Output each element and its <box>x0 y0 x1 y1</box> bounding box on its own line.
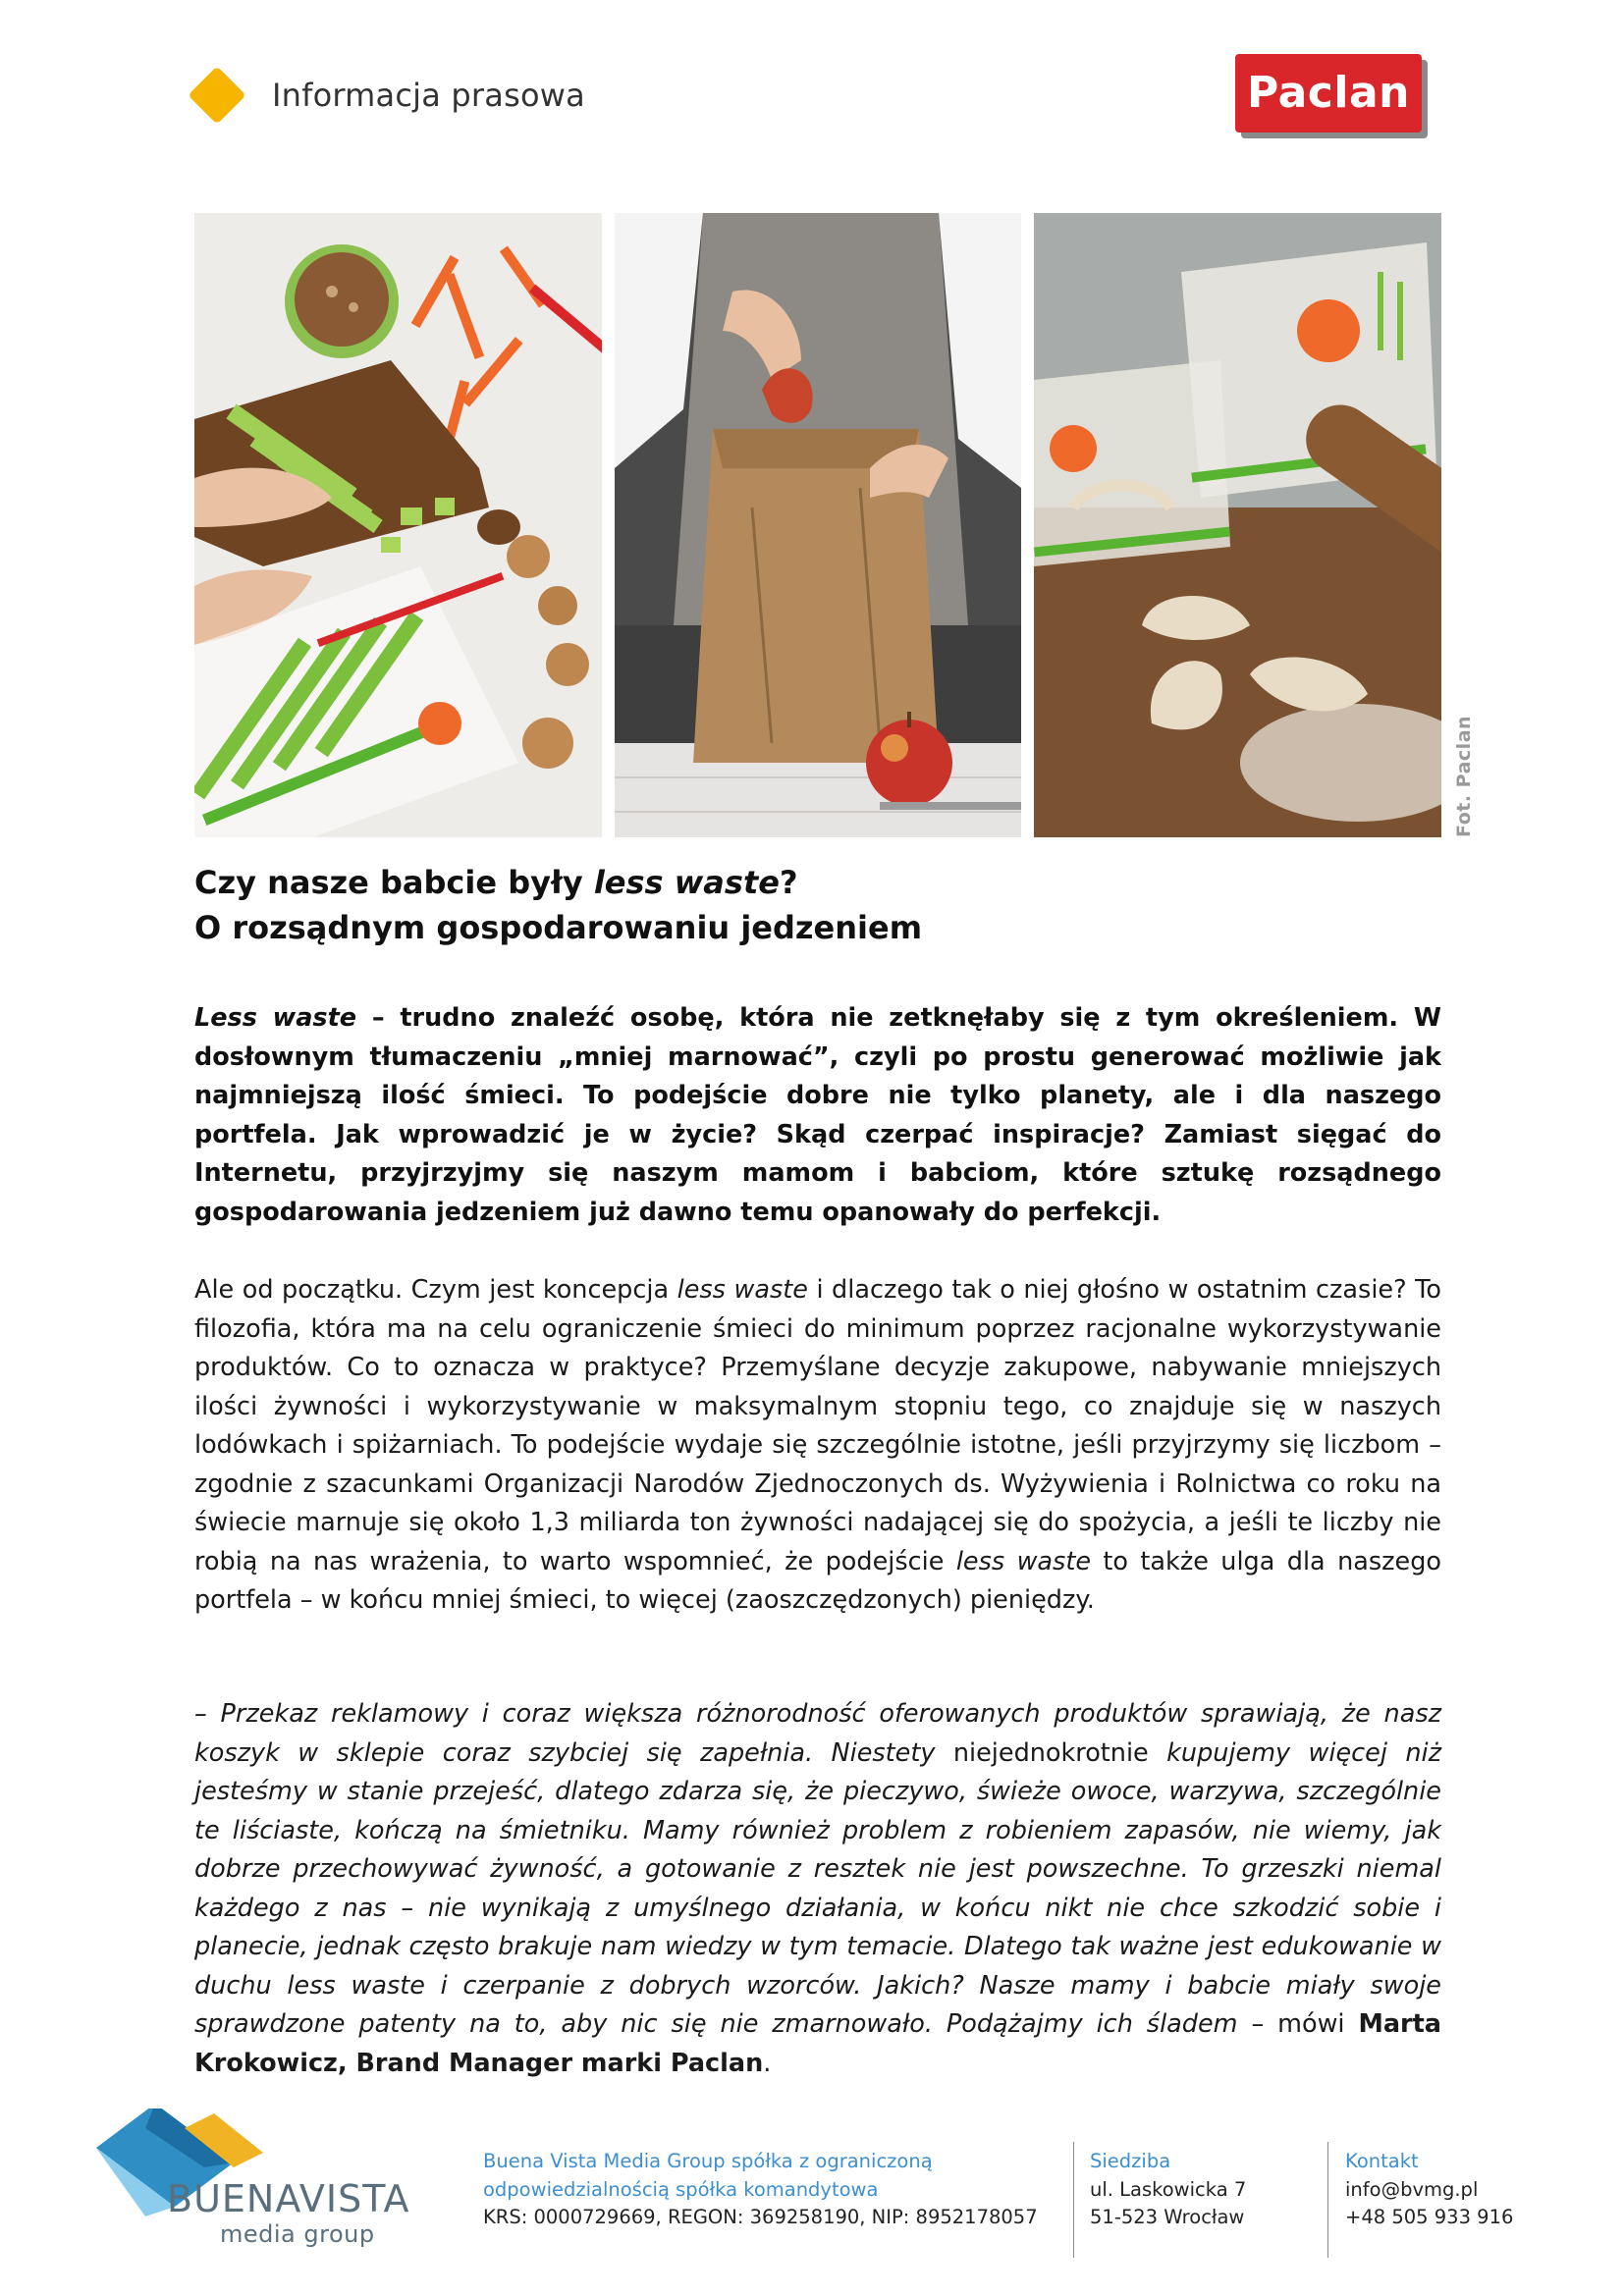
header-label: Informacja prasowa <box>272 77 585 114</box>
address-line2: 51-523 Wrocław <box>1090 2206 1245 2228</box>
page-header <box>0 0 1624 177</box>
title-line2: O rozsądnym gospodarowaniu jedzeniem <box>194 909 923 946</box>
lead-text: – trudno znaleźć osobę, która nie zetknęłaby się z tym określeniem. W dosłownym tłumaczeniu „mniej marnować”, czyli po prostu generować możliwie jak najmniejszą ilość śmieci. To podejście dobre nie tylko planety, ale i dla naszego portfela. Jak wprowadzić je w życie? Skąd czerpać inspiracje? Zamiast sięgać do Internetu, przyjrzyjmy się naszym mamom i babciom, które sztukę rozsądnego gospodarowania jedzeniem już dawno temu opanowały do perfekcji. <box>194 1003 1441 1227</box>
footer-divider <box>1073 2142 1074 2258</box>
lead-paragraph <box>194 999 1441 1232</box>
company-ids: KRS: 0000729669, REGON: 369258190, NIP: 8952178057 <box>483 2206 1038 2228</box>
title-line1-c: ? <box>779 864 798 901</box>
quote-end: . <box>763 2048 772 2078</box>
title-line1-italic: less waste <box>593 864 780 901</box>
footer-divider <box>1327 2142 1328 2258</box>
photo-strip <box>194 213 1441 837</box>
lead-italic: Less waste <box>194 1003 357 1033</box>
para-part-3: to także ulga dla naszego portfela – w końcu mniej śmieci, to więcej (zaoszczędzonych) pieniędzy. <box>194 1546 1441 1615</box>
photo-vegetables-cutting-board <box>194 213 602 837</box>
photo-dumplings-bags <box>1034 213 1441 837</box>
photo-credit: Fot. Paclan <box>1453 715 1475 837</box>
footer-company <box>483 2148 1038 2232</box>
quote-part-3: kupujemy więcej niż jesteśmy w stanie przejeść, dlatego zdarza się, że pieczywo, świeże owoce, warzywa, szczególnie te liściaste, kończą na śmietniku. Mamy również problem z robieniem zapasów, nie wiemy, jak dobrze przechowywać żywność, a gotowanie z resztek nie jest powszechne. To grzeszki niemal każdego z nas – nie wynikają z umyślnego działania, w końcu nikt nie chce szkodzić sobie i planecie, jednak często brakuje nam wiedzy w tym temacie. Dlatego tak ważne jest edukowanie w duchu less waste i czerpanie z dobrych wzorców. Jakich? Nasze mamy i babcie miały swoje sprawdzone patenty na to, aby nic się nie zmarnowało. Podążajmy ich śladem <box>194 1737 1441 2039</box>
paclan-logo <box>1235 54 1430 138</box>
footer-address <box>1090 2148 1246 2232</box>
article-title <box>194 860 1441 950</box>
address-head: Siedziba <box>1090 2150 1171 2172</box>
contact-head: Kontakt <box>1345 2150 1419 2172</box>
quote-part-4: – mówi <box>1237 2009 1359 2039</box>
company-line1: Buena Vista Media Group spółka z ograniczoną <box>483 2150 933 2172</box>
contact-email[interactable]: info@bvmg.pl <box>1345 2177 1479 2201</box>
logo-text: Paclan <box>1247 68 1410 118</box>
address-line1: ul. Laskowicka 7 <box>1090 2177 1247 2201</box>
quote-part-2: niejednokrotnie <box>952 1737 1149 1768</box>
quote-paragraph <box>194 1695 1441 2083</box>
company-line2: odpowiedzialnością spółka komandytowa <box>483 2177 879 2201</box>
contact-phone: +48 505 933 916 <box>1345 2206 1514 2228</box>
body-paragraph <box>194 1271 1441 1621</box>
para-italic-1: less waste <box>677 1275 808 1305</box>
buenavista-sub: media group <box>220 2220 375 2248</box>
para-part-1: Ale od początku. Czym jest koncepcja <box>194 1275 677 1305</box>
diamond-icon <box>188 66 245 124</box>
para-part-2: i dlaczego tak o niej głośno w ostatnim czasie? To filozofia, która ma na celu ograniczenie śmieci do minimum poprzez racjonalne wykorzystywanie produktów. Co to oznacza w praktyce? Przemyślane decyzje zakupowe, nabywanie mniejszych ilości żywności i wykorzystywanie w maksymalnym stopniu tego, co znajduje się w naszych lodówkach i spiżarniach. To podejście wydaje się szczególnie istotne, jeśli przyjrzymy się liczbom – zgodnie z szacunkami Organizacji Narodów Zjednoczonych ds. Wyżywienia i Rolnictwa co roku na świecie marnuje się około 1,3 miliarda ton żywności nadającej się do spożycia, a jeśli te liczby nie robią na nas wrażenia, to warto wspomnieć, że podejście <box>194 1275 1442 1576</box>
buenavista-name: BUENAVISTA <box>167 2177 410 2220</box>
footer-contact <box>1345 2148 1513 2232</box>
quote-speaker: Marta Krokowicz, Brand Manager marki Paclan <box>194 2009 1442 2078</box>
title-line1-a: Czy nasze babcie były <box>194 864 594 901</box>
photo-paper-bag-apple <box>615 213 1021 837</box>
para-italic-2: less waste <box>955 1546 1092 1576</box>
quote-part-1: – Przekaz reklamowy i coraz większa różnorodność oferowanych produktów sprawiają, że nasz koszyk w sklepie coraz szybciej się zapełnia. Niestety <box>194 1699 1441 1768</box>
